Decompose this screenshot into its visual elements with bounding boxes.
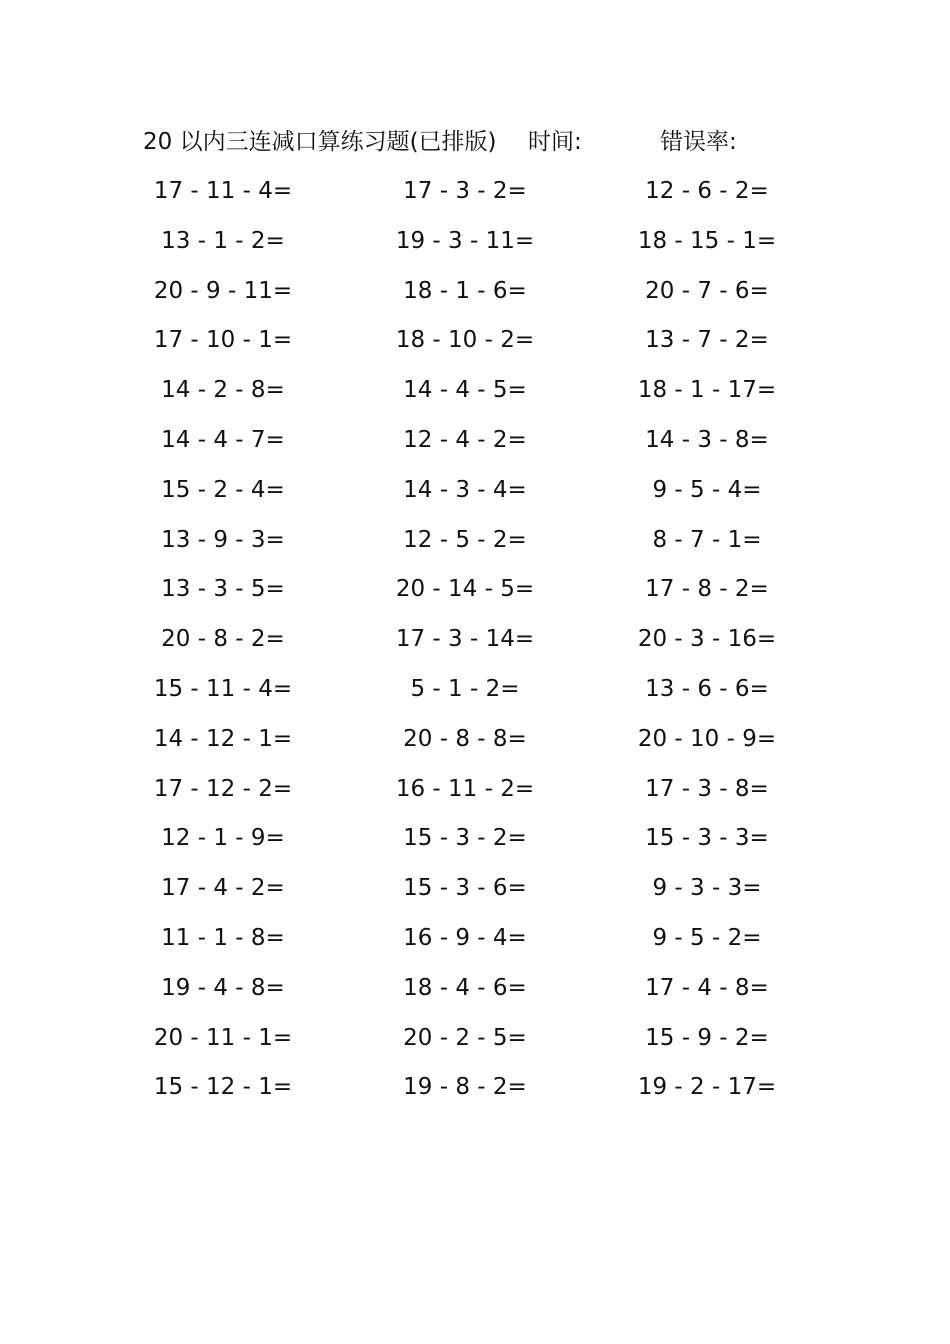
math-problem: 18 - 15 - 1= [637, 227, 777, 254]
math-problem: 13 - 7 - 2= [645, 327, 769, 354]
math-problem: 17 - 11 - 4= [153, 178, 293, 204]
math-problem: 19 - 3 - 11= [395, 227, 535, 254]
math-problem: 14 - 12 - 1= [153, 725, 293, 752]
math-problem: 20 - 14 - 5= [395, 576, 535, 603]
math-problem: 20 - 11 - 1= [153, 1024, 293, 1051]
math-problem: 13 - 6 - 6= [645, 675, 769, 702]
math-problem: 15 - 11 - 4= [153, 675, 293, 702]
math-problem: 14 - 4 - 5= [403, 377, 527, 404]
math-problem: 15 - 3 - 3= [645, 825, 769, 852]
problem-row [0, 1069, 950, 1119]
problem-row [0, 372, 950, 422]
math-problem: 20 - 7 - 6= [645, 277, 769, 304]
math-problem: 9 - 5 - 4= [652, 476, 762, 503]
problem-row [0, 273, 950, 323]
math-problem: 17 - 8 - 2= [645, 576, 769, 603]
math-problem: 16 - 11 - 2= [395, 775, 535, 802]
problem-row [0, 820, 950, 870]
math-problem: 14 - 2 - 8= [161, 377, 285, 404]
math-problem: 15 - 2 - 4= [161, 476, 285, 503]
math-problem: 20 - 3 - 16= [637, 626, 777, 653]
problem-row [0, 621, 950, 671]
math-problem: 20 - 8 - 8= [403, 725, 527, 752]
problem-row [0, 721, 950, 771]
math-problem: 17 - 3 - 14= [395, 626, 535, 653]
problem-row [0, 223, 950, 273]
math-problem: 18 - 10 - 2= [395, 327, 535, 354]
problem-row [0, 322, 950, 372]
math-problem: 9 - 3 - 3= [652, 875, 762, 902]
math-problem: 14 - 3 - 4= [403, 476, 527, 503]
math-problem: 20 - 10 - 9= [637, 725, 777, 752]
math-problem: 13 - 1 - 2= [161, 227, 285, 254]
math-problem: 15 - 9 - 2= [645, 1024, 769, 1051]
problem-row [0, 422, 950, 472]
math-problem: 17 - 3 - 2= [403, 178, 527, 204]
math-problem: 5 - 1 - 2= [410, 675, 520, 702]
problem-row [0, 920, 950, 970]
math-problem: 12 - 4 - 2= [403, 426, 527, 453]
math-problem: 15 - 3 - 6= [403, 875, 527, 902]
math-problem: 13 - 9 - 3= [161, 526, 285, 553]
math-problem: 18 - 4 - 6= [403, 974, 527, 1001]
math-problem: 20 - 8 - 2= [161, 626, 285, 653]
error-rate-label: 错误率: [660, 129, 737, 155]
math-problem: 9 - 5 - 2= [652, 924, 762, 951]
math-problem: 12 - 1 - 9= [161, 825, 285, 852]
math-problem: 18 - 1 - 17= [637, 377, 777, 404]
math-problem: 11 - 1 - 8= [161, 924, 285, 951]
math-problem: 19 - 4 - 8= [161, 974, 285, 1001]
math-problem: 12 - 6 - 2= [645, 178, 769, 204]
math-problem: 14 - 3 - 8= [645, 426, 769, 453]
math-problem: 19 - 8 - 2= [403, 1074, 527, 1101]
problem-grid [0, 173, 950, 1119]
math-problem: 17 - 3 - 8= [645, 775, 769, 802]
worksheet-header [143, 124, 823, 160]
math-problem: 14 - 4 - 7= [161, 426, 285, 453]
math-problem: 8 - 7 - 1= [652, 526, 762, 553]
math-problem: 12 - 5 - 2= [403, 526, 527, 553]
worksheet-title: 20 以内三连减口算练习题(已排版) [143, 129, 497, 155]
problem-row [0, 571, 950, 621]
math-problem: 13 - 3 - 5= [161, 576, 285, 603]
math-problem: 15 - 3 - 2= [403, 825, 527, 852]
math-problem: 16 - 9 - 4= [403, 924, 527, 951]
problem-row [0, 771, 950, 821]
problem-row [0, 671, 950, 721]
time-label: 时间: [528, 129, 582, 155]
problem-row [0, 173, 950, 223]
math-problem: 17 - 4 - 8= [645, 974, 769, 1001]
problem-row [0, 970, 950, 1020]
math-problem: 18 - 1 - 6= [403, 277, 527, 304]
problem-row [0, 472, 950, 522]
math-problem: 17 - 12 - 2= [153, 775, 293, 802]
math-problem: 15 - 12 - 1= [153, 1074, 293, 1101]
math-problem: 17 - 10 - 1= [153, 327, 293, 354]
problem-row [0, 522, 950, 572]
math-problem: 20 - 9 - 11= [153, 277, 293, 304]
math-problem: 19 - 2 - 17= [637, 1074, 777, 1101]
math-problem: 20 - 2 - 5= [403, 1024, 527, 1051]
problem-row [0, 870, 950, 920]
math-problem: 17 - 4 - 2= [161, 875, 285, 902]
problem-row [0, 1020, 950, 1070]
